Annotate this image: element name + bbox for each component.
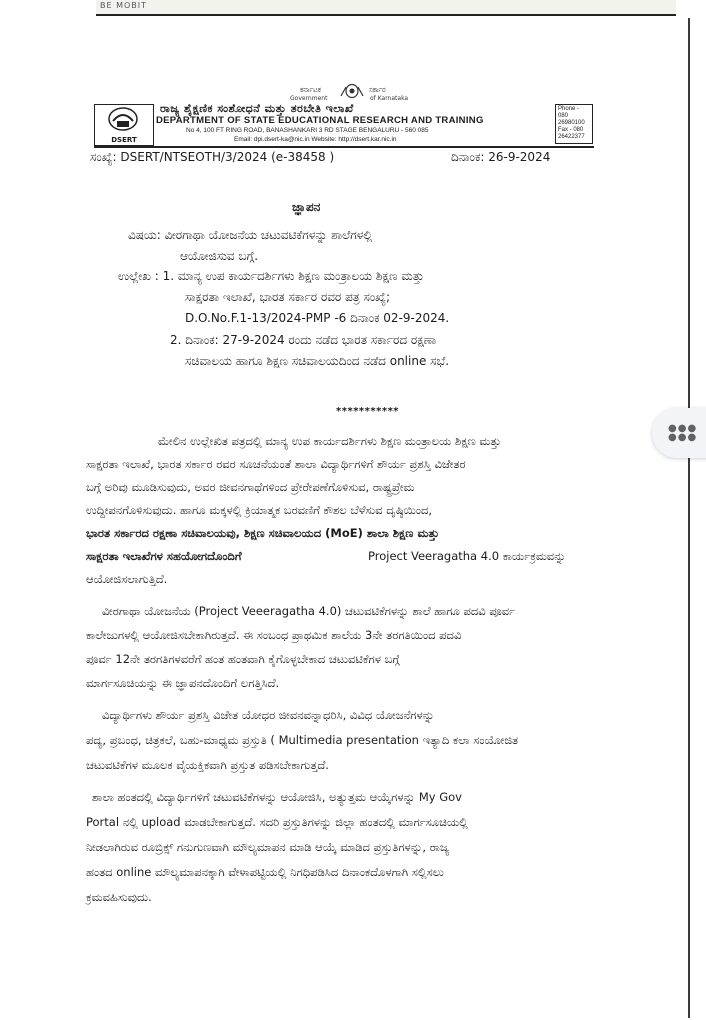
para3-line-3: ಚಟುವಟಿಕೆಗಳ ಮೂಲಕ ವೈಯಕ್ತಿಕವಾಗಿ ಪ್ರಸ್ತುತ ಪಡಿಸಬೇಕಾಗುತ್ತದೆ.: [86, 758, 329, 772]
para3-line-1: ವಿದ್ಯಾರ್ಥಿಗಳು ಶೌರ್ಯ ಪ್ರಶಸ್ತಿ ವಿಜೇತ ಯೋಧರ ಜೀವನವನ್ನಾಧರಿಸಿ, ವಿವಿಧ ಯೋಜನೆಗಳನ್ನು: [102, 708, 435, 722]
fax-number: 26422377: [558, 134, 585, 140]
para2-line-2: ಕಾಲೇಜುಗಳಲ್ಲಿ ಆಯೋಜಿಸಬೇಕಾಗಿರುತ್ತದೆ. ಈ ಸಂಬಂಧ ಪ್ರಾಥಮಿಕ ಶಾಲೆಯ 3ನೇ ತರಗತಿಯಿಂದ ಪದವಿ: [86, 628, 462, 642]
grid-dots-icon[interactable]: ●●● ●●●: [668, 423, 698, 443]
para4-line-4: ಹಂತದ online ಮೌಲ್ಯಮಾಪನಕ್ಕಾಗಿ ವೇಳಾಪಟ್ಟಿಯಲ್ಲಿ ನಿಗಧಿಪಡಿಸಿದ ದಿನಾಂಕದೊಳಗಾಗಿ ಸಲ್ಲಿಸಲು: [86, 865, 444, 879]
reference-line-1: ಉಲ್ಲೇಖ : 1. ಮಾನ್ಯ ಉಪ ಕಾರ್ಯದರ್ಶಿಗಳು ಶಿಕ್ಷಣ ಮಂತ್ರಾಲಯ ಶಿಕ್ಷಣ ಮತ್ತು: [118, 269, 424, 283]
fax-label: Fax - 080: [558, 127, 584, 133]
top-strip-text: BE MOBIT: [100, 1, 148, 10]
para4-line-2: Portal ನಲ್ಲಿ upload ಮಾಡಬೇಕಾಗುತ್ತದೆ. ಸದರಿ ಪ್ರಸ್ತುತಿಗಳನ್ನು ಜಿಲ್ಲಾ ಹಂತದಲ್ಲಿ ಮಾರ್ಗಸೂಚಿಯಲ್ಲಿ: [86, 815, 468, 829]
para2-line-3: ಪೂರ್ವ 12ನೇ ತರಗತಿಗಳವರೆಗೆ ಹಂತ ಹಂತವಾಗಿ ಕೈಗೊಳ್ಳಬೇಕಾದ ಚಟುವಟಿಕೆಗಳ ಬಗ್ಗೆ: [86, 652, 400, 666]
para3-line-2: ಪದ್ಯ, ಪ್ರಬಂಧ, ಚಿತ್ರಕಲೆ, ಬಹು-ಮಾಧ್ಯಮ ಪ್ರಸ್ತುತಿ ( Multimedia presentation ಇತ್ಯಾದಿ ಕಲಾ ಸಂಯೋಜಿತ: [86, 733, 519, 747]
state-emblem-icon: [338, 83, 366, 99]
reference-line-2: ಸಾಕ್ಷರತಾ ಇಲಾಖೆ, ಭಾರತ ಸರ್ಕಾರ ರವರ ಪತ್ರ ಸಂಖ್ಯೆ;: [185, 290, 391, 304]
dept-name-kannada: ರಾಜ್ಯ ಶೈಕ್ಷಣಿಕ ಸಂಶೋಧನೆ ಮತ್ತು ತರಬೇತಿ ಇಲಾಖೆ: [160, 102, 354, 115]
para1-line-6b: Project Veeragatha 4.0 ಕಾರ್ಯಕ್ರಮವನ್ನು: [368, 549, 566, 563]
para1-line-6a: ಸಾಕ್ಷರತಾ ಇಲಾಖೆಗಳ ಸಹಯೋಗದೊಂದಿಗೆ: [86, 549, 242, 563]
phone-label: Phone - 080: [558, 106, 580, 119]
top-page-edge: [96, 0, 676, 16]
reference-line-4: 2. ದಿನಾಂಕ: 27-9-2024 ರಂದು ನಡೆದ ಭಾರತ ಸರ್ಕಾರದ ರಕ್ಷಣಾ: [170, 333, 437, 347]
para4-line-5: ಕ್ರಮವಹಿಸುವುದು.: [86, 890, 152, 904]
para2-line-4: ಮಾರ್ಗಸೂಚಿಯನ್ನು ಈ ಜ್ಞಾಪನದೊಂದಿಗೆ ಲಗತ್ತಿಸಿದೆ.: [86, 676, 280, 690]
subject-line-2: ಆಯೋಜಿಸುವ ಬಗ್ಗೆ.: [180, 249, 259, 263]
logo-label: DSERT: [111, 136, 137, 144]
subject-line-1: ವಿಷಯ: ವೀರಗಾಥಾ ಯೋಜನೆಯ ಚಟುವಟಿಕೆಗಳನ್ನು ಶಾಲೆಗಳಲ್ಲಿ: [128, 228, 373, 242]
para4-line-3: ನೀಡಲಾಗಿರುವ ರೂಬ್ರಿಕ್ಸ್ ಗನುಗುಣವಾಗಿ ಮೌಲ್ಯಮಾಪನ ಮಾಡಿ ಆಯ್ಕೆ ಮಾಡಿದ ಪ್ರಸ್ತುತಿಗಳನ್ನು, ರಾಜ್ಯ: [86, 840, 450, 854]
para1-line-4: ಉದ್ದೀಪನಗೊಳಿಸುವುದು. ಹಾಗೂ ಮಕ್ಕಳಲ್ಲಿ ಕ್ರಿಯಾತ್ಮಕ ಬರವಣಿಗೆ ಕೌಶಲ ಬೆಳೆಸುವ ದೃಷ್ಠಿಯಿಂದ,: [86, 503, 433, 517]
phone-number: 26980100: [558, 120, 585, 126]
para1-line-7: ಆಯೋಜಿಸಲಾಗುತ್ತಿದೆ.: [86, 572, 168, 586]
dept-email-website: Email: dpi.dsert-ka@nic.in Website: http://dsert.kar.nic.in: [234, 136, 397, 143]
notice-title: ಜ್ಞಾಪನ: [292, 200, 321, 214]
emblem-right-text: ಸರ್ಕಾರ: [369, 86, 386, 94]
contact-box: [555, 104, 593, 144]
reference-line-3: D.O.No.F.1-13/2024-PMP -6 ದಿನಾಂಕ 02-9-2024.: [185, 311, 450, 325]
right-margin-rule: [688, 18, 690, 1018]
reference-line-5: ಸಚಿವಾಲಯ ಹಾಗೂ ಶಿಕ್ಷಣ ಸಚಿವಾಲಯದಿಂದ ನಡೆದ online ಸಭೆ.: [185, 354, 450, 368]
letter-date: ದಿನಾಂಕ: 26-9-2024: [451, 150, 551, 164]
reference-number: ಸಂಖ್ಯೆ: DSERT/NTSEOTH/3/2024 (e-38458 ): [90, 150, 335, 164]
para4-line-1: ಶಾಲಾ ಹಂತದಲ್ಲಿ ವಿದ್ಯಾರ್ಥಿಗಳಿಗೆ ಚಟುವಟಿಕೆಗಳನ್ನು ಆಯೋಜಿಸಿ, ಅತ್ಯುತ್ತಮ ಆಯ್ಕೆಗಳನ್ನು My Gov: [92, 790, 462, 804]
separator-stars: ***********: [336, 406, 400, 417]
dept-name-english: DEPARTMENT OF STATE EDUCATIONAL RESEARCH AND TRAINING: [156, 115, 484, 126]
para2-line-1: ವೀರಗಾಥಾ ಯೋಜನೆಯ (Project Veeeragatha 4.0) ಚಟುವಟಿಕೆಗಳನ್ನು ಶಾಲೆ ಹಾಗೂ ಪದವಿ ಪೂರ್ವ: [102, 604, 516, 618]
para1-line-3: ಬಗ್ಗೆ ಅರಿವು ಮೂಡಿಸುವುದು, ಅವರ ಜೀವನಗಾಥೆಗಳಿಂದ ಪ್ರೇರೇಪಣೆಗೊಳಿಸುವ, ರಾಷ್ಟ್ರಪ್ರೇಮ: [86, 480, 415, 494]
dept-address: No 4, 100 FT RING ROAD, BANASHANKARI 3 RD STAGE BENGALURU - 560 085: [186, 127, 429, 134]
para1-line-2: ಸಾಕ್ಷರತಾ ಇಲಾಖೆ, ಭಾರತ ಸರ್ಕಾರ ರವರ ಸೂಚನೆಯಂತೆ ಶಾಲಾ ವಿದ್ಯಾರ್ಥಿಗಳಿಗೆ ಶೌರ್ಯ ಪ್ರಶಸ್ತಿ ವಿಜೇತರ: [86, 457, 466, 471]
dsert-logo-icon: [95, 105, 151, 135]
gov-en-right: of Karnataka: [370, 95, 409, 102]
letterhead-divider: [94, 146, 594, 148]
para1-line-1: ಮೇಲಿನ ಉಲ್ಲೇಖಿತ ಪತ್ರದಲ್ಲಿ ಮಾನ್ಯ ಉಪ ಕಾರ್ಯದರ್ಶಿಗಳು ಶಿಕ್ಷಣ ಮಂತ್ರಾಲಯ ಶಿಕ್ಷಣ ಮತ್ತು: [158, 434, 502, 448]
para1-line-5: ಭಾರತ ಸರ್ಕಾರದ ರಕ್ಷಣಾ ಸಚಿವಾಲಯವು, ಶಿಕ್ಷಣ ಸಚಿವಾಲಯದ (MoE) ಶಾಲಾ ಶಿಕ್ಷಣ ಮತ್ತು: [86, 526, 440, 540]
gov-en-left: Government: [290, 95, 328, 102]
emblem-left-text: ಕರ್ನಾಟಕ: [300, 86, 321, 94]
